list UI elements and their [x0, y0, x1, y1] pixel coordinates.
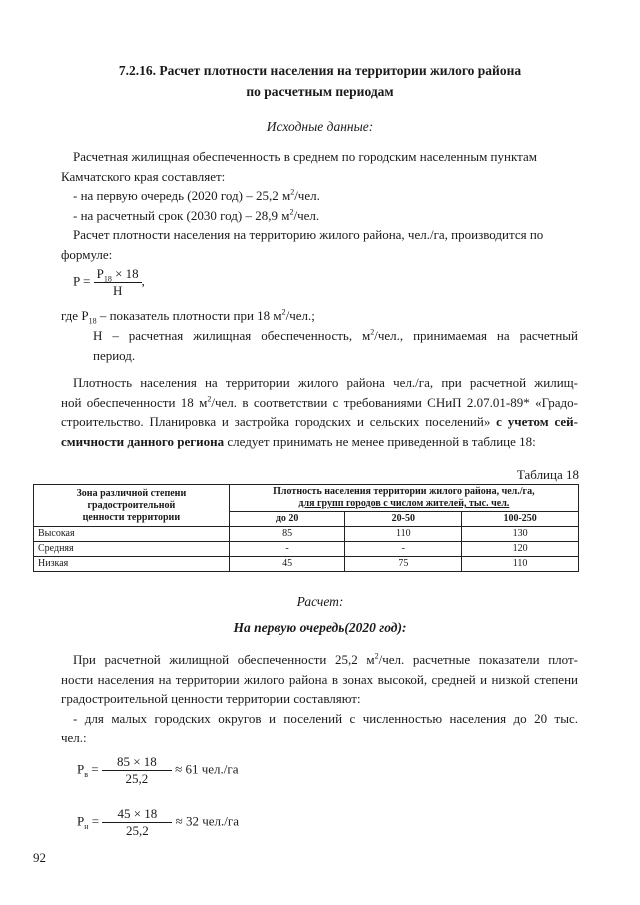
intro-bullet-1 [61, 186, 578, 206]
density-line-4 [61, 432, 578, 452]
density-3a: строительство. Планировка и застройка городских и сельских поселений» [61, 414, 491, 429]
first-stage-label: На первую очередь(2020 год): [233, 620, 407, 635]
initial-data-label: Исходные данные: [266, 119, 374, 134]
density-line-2 [61, 393, 578, 413]
density-header-1: Плотность населения территории жилого района, чел./га, [273, 486, 535, 497]
eq1-result: ≈ 61 чел./га [175, 761, 239, 777]
density-4a: смичности данного региона [61, 433, 225, 449]
row-value: 120 [462, 542, 579, 557]
bullet-2-text: - на расчетный срок (2030 год) – 28,9 м [73, 207, 290, 223]
eq1-numerator: 85 × 18 [116, 754, 157, 769]
density-block [61, 373, 578, 451]
col-header-1: до 20 [229, 512, 345, 527]
row-value: - [345, 542, 462, 557]
equation-high [77, 754, 239, 787]
formula-tail: , [141, 273, 145, 289]
eq2-denominator: 25,2 [102, 822, 172, 839]
col-header-3: 100-250 [462, 512, 579, 527]
formula-num-sub: 18 [103, 274, 112, 284]
calc-1a: При расчетной жилищной обеспеченности 25,2 м [73, 652, 375, 667]
eq1-lhs: P [77, 761, 85, 777]
eq2-fraction [102, 806, 172, 839]
sup-2: 2 [370, 327, 375, 337]
calc-line-2: ности населения на территории жилого района в зонах высокой, средней и низкой степени [61, 671, 578, 687]
eq1-fraction [102, 754, 172, 787]
where-2b: /чел., принимаемая на расчетный [374, 328, 578, 343]
where-1c: /чел.; [285, 308, 315, 323]
density-4b: следует принимать не менее приведенной в таблице 18: [224, 433, 536, 449]
formula-denominator: H [94, 282, 142, 299]
calc-line-5: чел.: [61, 730, 87, 745]
calc-line-4: - для малых городских округов и поселений с численностью населения до 20 тыс. [73, 710, 578, 726]
formula-fraction [94, 266, 142, 299]
zone-header-2: градостроительной [87, 499, 176, 511]
table-header-density [229, 485, 578, 512]
section-heading-line2: по расчетным периодам [246, 84, 394, 99]
table-row [34, 542, 579, 557]
density-line-3 [61, 412, 578, 432]
calc-label: Расчет: [296, 594, 344, 609]
where-1a: где P [61, 308, 89, 323]
where-1b: – показатель плотности при 18 м [96, 308, 282, 323]
calc-line-3: градостроительной ценности территории составляют: [61, 691, 361, 706]
table-header-row-1 [34, 485, 579, 512]
density-header-2: для групп городов с числом жителей, тыс. чел. [298, 498, 510, 509]
row-zone: Средняя [34, 542, 230, 557]
calc-line-1 [61, 650, 578, 670]
eq2-result: ≈ 32 чел./га [175, 813, 240, 829]
equation-low [77, 806, 239, 839]
row-zone: Высокая [34, 527, 230, 542]
where-h-block [93, 326, 578, 365]
row-value: 110 [462, 557, 579, 572]
row-zone: Низкая [34, 557, 230, 572]
calc-1b: /чел. расчетные показатели плот- [378, 652, 578, 667]
eq2-lhs: P [77, 813, 85, 829]
intro-line-3: Расчет плотности населения на территорию жилого района, чел./га, производится по [73, 227, 544, 242]
density-line-1: Плотность населения на территории жилого района чел./га, при расчетной жилищ- [73, 375, 578, 390]
where-1-sub: 18 [88, 316, 97, 326]
intro-block [61, 147, 578, 264]
zone-header-3: ценности территории [82, 511, 181, 523]
row-value: 110 [345, 527, 462, 542]
table-row [34, 527, 579, 542]
bullet-2-unit: /чел. [293, 207, 320, 223]
formula-main [73, 266, 145, 299]
eq1-sub: в [84, 770, 89, 780]
formula-lhs: P = [73, 273, 91, 289]
page-number: 92 [33, 850, 46, 865]
formula-num-p: P [96, 266, 104, 281]
table-caption: Таблица 18 [516, 467, 579, 482]
intro-bullet-2 [61, 206, 578, 226]
density-2b: /чел. в соответствии с требованиями СНиП 2.07.01-89* «Градо- [211, 394, 579, 410]
formula-num-rest: × 18 [111, 266, 139, 281]
formula-numerator [94, 266, 142, 282]
sup-2: 2 [374, 651, 379, 661]
eq1-eq: = [88, 761, 99, 777]
bullet-1-unit: /чел. [294, 188, 320, 203]
eq2-numerator: 45 × 18 [117, 806, 158, 821]
row-value: - [229, 542, 345, 557]
sup-2: 2 [289, 207, 294, 217]
where-line-2 [93, 326, 578, 346]
density-3b: с учетом сей- [490, 414, 578, 429]
density-2a: ной обеспеченности 18 м [61, 394, 208, 410]
calc-block [61, 650, 578, 748]
density-table [33, 484, 579, 572]
where-block [61, 306, 578, 326]
sup-2: 2 [281, 307, 286, 317]
eq1-denominator: 25,2 [102, 770, 172, 787]
row-value: 130 [462, 527, 579, 542]
eq2-sub: н [84, 822, 89, 832]
row-value: 75 [345, 557, 462, 572]
row-value: 45 [229, 557, 345, 572]
bullet-1-text: - на первую очередь (2020 год) – 25,2 м [73, 188, 291, 203]
where-2a: Н – расчетная жилищная обеспеченность, м [93, 328, 371, 343]
section-heading-line1: 7.2.16. Расчет плотности населения на территории жилого района [118, 63, 522, 78]
col-header-2: 20-50 [345, 512, 462, 527]
intro-line-1: Расчетная жилищная обеспеченность в среднем по городским населенным пунктам [73, 149, 537, 164]
eq2-eq: = [88, 813, 100, 829]
table-header-zone [34, 485, 230, 527]
row-value: 85 [229, 527, 345, 542]
sup-2: 2 [207, 394, 212, 404]
where-line-1 [61, 306, 578, 326]
sup-2: 2 [290, 187, 295, 197]
intro-line-2: Камчатского края составляет: [61, 168, 226, 184]
where-line-3: период. [93, 347, 136, 363]
intro-line-4: формуле: [61, 246, 113, 262]
zone-header-1: Зона различной степени [76, 487, 187, 499]
table-row [34, 557, 579, 572]
